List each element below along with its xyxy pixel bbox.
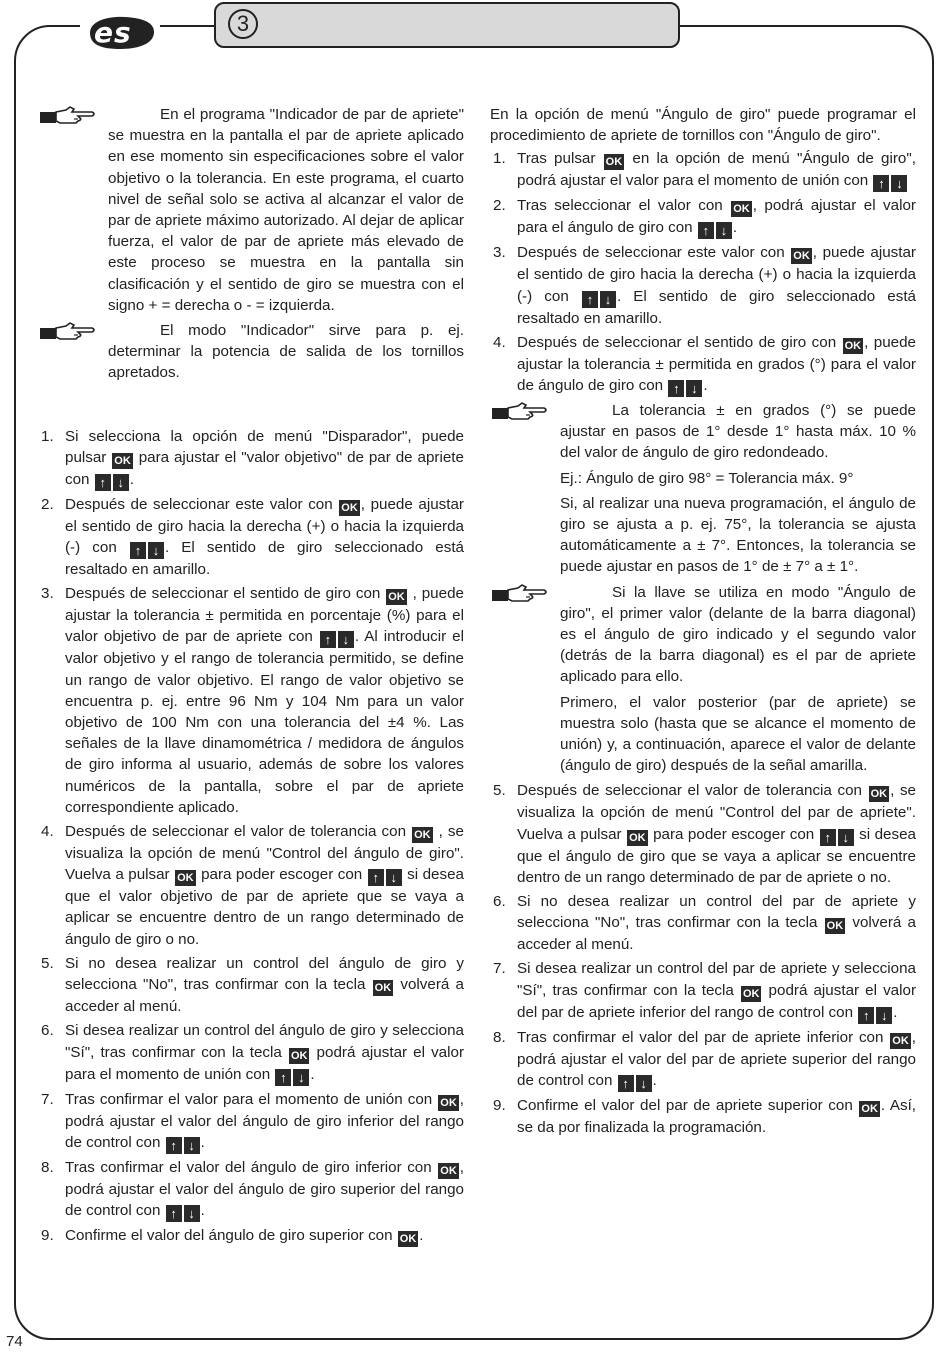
ok-key-icon: OK [826,920,844,933]
list-item: 1. Tras pulsar OK en la opción de menú "Ángulo de giro", podrá ajustar el valor para el momento de unión con ↑ ↓ [493,150,916,192]
note-text: La tolerancia ± en grados (°) se puede ajustar en pasos de 1° desde 1° hasta máx. 10 % del valor de ángulo de giro redondeado. [560,402,916,462]
right-steps-list-a [490,148,916,397]
up-arrow-key-icon: ↑ [320,631,336,648]
list-item: 5. Después de seleccionar el valor de tolerancia con OK , se visualiza la opción de menú "Control del par de apriete". Vuelva a pulsar OK para poder escoger con ↑ ↓ si desea que el ángulo de giro que se vaya a aplicar se encuentre dentro de un rango determinado de par de apriete o no. [493,782,916,886]
list-item: 3. Después de seleccionar el sentido de giro con OK , puede ajustar la tolerancia ± permitida en porcentaje (%) para el valor objetivo de par de apriete con ↑ ↓ . Al introducir el valor objetivo y el rango de tolerancia permitido, se define un rango de valor objetivo. El rango de valor objetivo se encuentra p. ej. entre 96 Nm y 104 Nm para un valor objetivo de 100 Nm con una tolerancia del ±4 %. Las señales de la llave dinamométrica / medidora de ángulos de giro informa al usuario, además de sobre los valores numéricos de la pantalla, sobre el par de apriete correspondiente aplicado. [41,585,464,816]
list-item: 9. Confirme el valor del ángulo de giro superior con OK . [41,1226,424,1245]
ok-key-icon: OK [414,829,431,842]
list-item: 8. Tras confirmar el valor del par de apriete inferior con OK , podrá ajustar el valor del par de apriete superior del rango de control con ↑ ↓ . [493,1028,916,1091]
list-item: 3. Después de seleccionar este valor con OK , puede ajustar el sentido de giro hacia la derecha (+) o hacia la izquierda (-) con ↑ ↓ . El sentido de giro seleccionado está resaltado en amarillo. [493,244,916,327]
page-number: 74 [6,1333,23,1350]
ok-key-icon: OK [374,982,392,995]
ok-key-icon: OK [892,1034,909,1047]
ok-key-icon: OK [341,501,358,514]
down-arrow-key-icon: ↓ [891,175,907,192]
ok-key-icon: OK [793,250,810,263]
list-item: 4. Después de seleccionar el sentido de giro con OK , puede ajustar la tolerancia ± permitida en grados (°) para el valor de ángulo de giro con ↑ ↓ . [493,333,916,397]
down-arrow-key-icon: ↓ [716,222,732,239]
note-angle-mode [490,582,916,777]
note-tolerance-degrees [490,400,916,578]
up-arrow-key-icon: ↑ [698,222,714,239]
up-arrow-key-icon: ↑ [368,869,384,886]
note-text: En el programa "Indicador de par de apriete" se muestra en la pantalla el par de apriete aplicado en ese momento sin especificaciones sobre el valor objetivo o la tolerancia. En este programa, el cuarto nivel de señal solo se activa al alcanzar el valor de par de apriete máximo autorizado. Al dejar de aplicar fuerza, el valor de par de apriete más elevado de este proceso se muestra en la pantalla sin clasificación y el sentido de giro se muestra con el signo + = derecha o - = izquierda. [108,106,464,314]
up-arrow-key-icon: ↑ [858,1007,874,1024]
ok-key-icon: OK [870,788,888,801]
pointing-hand-icon [38,106,98,128]
ok-key-icon: OK [844,339,862,352]
up-arrow-key-icon: ↑ [166,1205,182,1222]
pointing-hand-icon [490,402,550,424]
up-arrow-key-icon: ↑ [582,291,598,308]
down-arrow-key-icon: ↓ [184,1205,200,1222]
ok-key-icon: OK [440,1164,457,1177]
list-item: 6. Si no desea realizar un control del par de apriete y selecciona "No", tras confirmar con la tecla OK volverá a acceder al menú. [493,893,916,954]
down-arrow-key-icon: ↓ [838,829,854,846]
pointing-hand-icon [490,584,550,606]
up-arrow-key-icon: ↑ [668,380,684,397]
list-item: 2. Tras seleccionar el valor con OK , podrá ajustar el valor para el ángulo de giro con ↑ ↓ . [493,197,916,239]
down-arrow-key-icon: ↓ [876,1007,892,1024]
up-arrow-key-icon: ↑ [95,474,111,491]
note-text: El modo "Indicador" sirve para p. ej. determinar la potencia de salida de los tornillos apretados. [108,322,464,382]
language-code: es [94,16,132,49]
list-item: 7. Tras confirmar el valor para el momento de unión con OK , podrá ajustar el valor del ángulo de giro inferior del rango de control con ↑ ↓ . [41,1090,464,1153]
list-item: 2. Después de seleccionar este valor con OK , puede ajustar el sentido de giro hacia la derecha (+) o hacia la izquierda (-) con ↑ ↓ . El sentido de giro seleccionado está resaltado en amarillo. [41,495,464,579]
down-arrow-key-icon: ↓ [293,1069,309,1086]
list-item: 6. Si desea realizar un control del ángulo de giro y selecciona "Sí", tras confirmar con la tecla OK podrá ajustar el valor para el momento de unión con ↑ ↓ . [41,1022,464,1085]
down-arrow-key-icon: ↓ [686,380,702,397]
down-arrow-key-icon: ↓ [636,1075,652,1092]
ok-key-icon: OK [742,987,760,1000]
list-item: 1. Si selecciona la opción de menú "Disparador", puede pulsar OK para ajustar el "valor objetivo" de par de apriete con ↑ ↓ . [41,427,464,490]
right-intro: En la opción de menú "Ángulo de giro" puede programar el procedimiento de apriete de tornillos con "Ángulo de giro". [490,106,916,145]
down-arrow-key-icon: ↓ [184,1137,200,1154]
up-arrow-key-icon: ↑ [166,1137,182,1154]
step-header [214,2,680,48]
note-text: Si la llave se utiliza en modo "Ángulo de giro", el primer valor (delante de la barra diagonal) es el ángulo de giro indicado y el segundo valor (detrás de la barra diagonal) es el par de apriete aplicado para ello. [560,583,916,686]
right-column [490,104,916,1141]
down-arrow-key-icon: ↓ [338,631,354,648]
ok-key-icon: OK [114,454,131,467]
up-arrow-key-icon: ↑ [130,542,146,559]
left-steps-list [38,426,464,1247]
pointing-hand-icon [38,322,98,344]
up-arrow-key-icon: ↑ [873,175,889,192]
up-arrow-key-icon: ↑ [618,1075,634,1092]
ok-key-icon: OK [440,1096,457,1109]
up-arrow-key-icon: ↑ [820,829,836,846]
ok-key-icon: OK [861,1102,878,1115]
list-item: 9. Confirme el valor del par de apriete superior con OK . Así, se da por finalizada la programación. [493,1096,917,1136]
down-arrow-key-icon: ↓ [386,869,402,886]
up-arrow-key-icon: ↑ [275,1069,291,1086]
note-text: Ej.: Ángulo de giro 98° = Tolerancia máx. 9° [560,469,854,487]
note-indicator-mode [38,320,464,384]
ok-key-icon: OK [605,156,623,169]
ok-key-icon: OK [388,591,405,604]
right-steps-list-b [490,780,916,1138]
note-text: Primero, el valor posterior (par de apriete) se muestra solo (hasta que se alcance el momento de unión) y, a continuación, aparece el valor de delante (ángulo de giro) después de la señal amarilla. [560,693,916,775]
list-item: 4. Después de seleccionar el valor de tolerancia con OK , se visualiza la opción de menú "Control del ángulo de giro". Vuelva a pulsar OK para poder escoger con ↑ ↓ si desea que el valor objetivo de par de apriete que se vaya a aplicar se encuentre dentro de un rango determinado de ángulo de giro o no. [41,823,464,948]
left-column [38,104,464,1250]
ok-key-icon: OK [177,872,194,885]
ok-key-icon: OK [399,1232,417,1245]
note-indicator-program [38,104,464,316]
language-badge [80,14,160,52]
ok-key-icon: OK [290,1049,308,1062]
down-arrow-key-icon: ↓ [600,291,616,308]
down-arrow-key-icon: ↓ [148,542,164,559]
ok-key-icon: OK [629,831,646,844]
list-item: 5. Si no desea realizar un control del ángulo de giro y selecciona "No", tras confirmar con la tecla OK volverá a acceder al menú. [41,954,464,1016]
ok-key-icon: OK [733,203,750,216]
list-item: 8. Tras confirmar el valor del ángulo de giro inferior con OK , podrá ajustar el valor del ángulo de giro superior del rango de control con ↑ ↓ . [41,1158,464,1221]
note-text: Si, al realizar una nueva programación, el ángulo de giro se ajusta a p. ej. 75°, la tolerancia se ajusta automáticamente a ± 7°. Entonces, la tolerancia se puede ajustar en pasos de 1° de ± 7° a ± 1°. [560,494,916,576]
list-item: 7. Si desea realizar un control del par de apriete y selecciona "Sí", tras confirmar con la tecla OK podrá ajustar el valor del par de apriete inferior del rango de control con ↑ ↓ . [493,960,916,1023]
down-arrow-key-icon: ↓ [113,474,129,491]
step-number: 3 [228,9,258,39]
